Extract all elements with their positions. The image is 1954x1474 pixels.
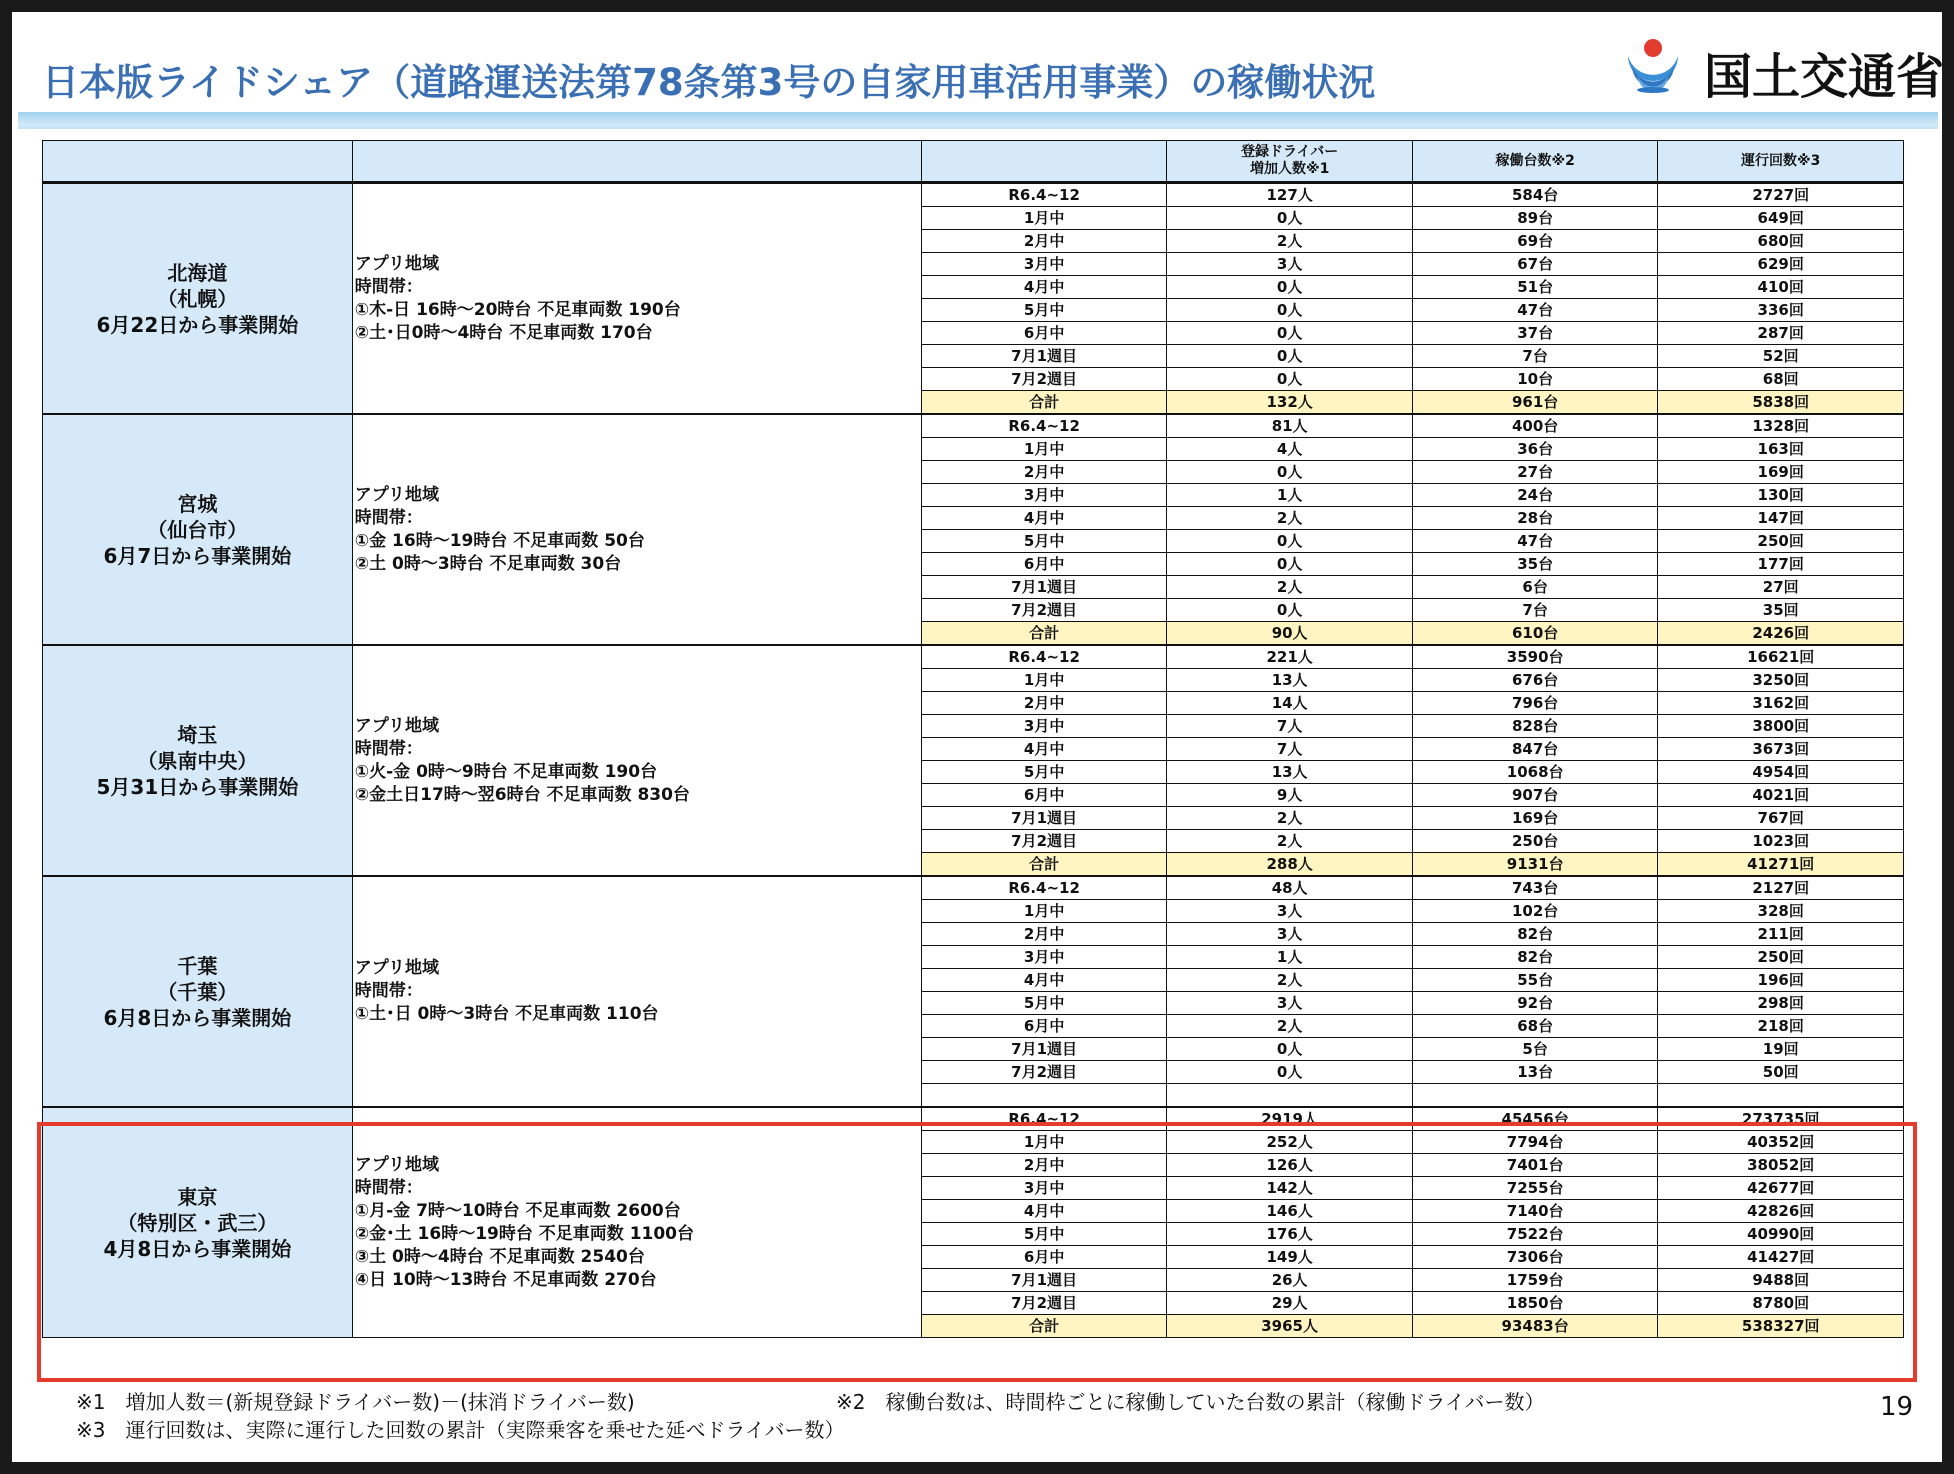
region-description	[352, 414, 921, 645]
title-band	[18, 112, 1938, 126]
vehicles-cell: 7401台	[1412, 1154, 1658, 1177]
trips-cell: 2727回	[1658, 183, 1904, 207]
region-group	[43, 414, 1904, 645]
trips-cell: 42826回	[1658, 1200, 1904, 1223]
vehicles-cell: 67台	[1412, 253, 1658, 276]
period-cell: 5月中	[921, 530, 1167, 553]
vehicles-cell: 10台	[1412, 368, 1658, 391]
trips-cell: 3162回	[1658, 692, 1904, 715]
region-area: （千葉）	[157, 979, 238, 1004]
ministry-emblem-icon	[1622, 34, 1684, 96]
trips-cell: 9488回	[1658, 1269, 1904, 1292]
drivers-cell: 3人	[1167, 900, 1413, 923]
trips-cell: 538327回	[1658, 1315, 1904, 1338]
period-cell: 6月中	[921, 1015, 1167, 1038]
region-area: （仙台市）	[147, 517, 248, 542]
drivers-cell: 13人	[1167, 761, 1413, 784]
period-cell: 1月中	[921, 1131, 1167, 1154]
drivers-cell: 252人	[1167, 1131, 1413, 1154]
region-group	[43, 876, 1904, 1107]
trips-cell: 218回	[1658, 1015, 1904, 1038]
drivers-cell: 2人	[1167, 807, 1413, 830]
period-cell: 6月中	[921, 322, 1167, 345]
trips-cell: 130回	[1658, 484, 1904, 507]
period-cell: 3月中	[921, 946, 1167, 969]
drivers-cell: 0人	[1167, 299, 1413, 322]
drivers-cell: 0人	[1167, 599, 1413, 622]
region-cell	[43, 876, 353, 1107]
region-cell	[43, 183, 353, 415]
header-region	[43, 141, 353, 183]
drivers-cell: 4人	[1167, 438, 1413, 461]
trips-cell: 196回	[1658, 969, 1904, 992]
region-cell	[43, 1107, 353, 1338]
vehicles-cell: 1068台	[1412, 761, 1658, 784]
drivers-cell: 146人	[1167, 1200, 1413, 1223]
vehicles-cell: 47台	[1412, 530, 1658, 553]
drivers-cell: 127人	[1167, 183, 1413, 207]
trips-cell: 328回	[1658, 900, 1904, 923]
period-cell: 1月中	[921, 207, 1167, 230]
vehicles-cell: 676台	[1412, 669, 1658, 692]
drivers-cell: 2人	[1167, 969, 1413, 992]
vehicles-cell: 102台	[1412, 900, 1658, 923]
region-start-date: 4月8日から事業開始	[103, 1236, 292, 1261]
period-cell: R6.4~12	[921, 183, 1167, 207]
trips-cell: 4954回	[1658, 761, 1904, 784]
period-cell: 7月1週目	[921, 1038, 1167, 1061]
trips-cell: 5838回	[1658, 391, 1904, 415]
period-cell: 4月中	[921, 507, 1167, 530]
period-cell: 3月中	[921, 253, 1167, 276]
period-cell: 5月中	[921, 1223, 1167, 1246]
vehicles-cell: 743台	[1412, 876, 1658, 900]
description-line: 時間帯：	[354, 276, 423, 297]
vehicles-cell: 47台	[1412, 299, 1658, 322]
vehicles-cell: 82台	[1412, 923, 1658, 946]
header-trips: 運行回数※3	[1658, 141, 1904, 183]
vehicles-cell: 400台	[1412, 414, 1658, 438]
drivers-cell: 176人	[1167, 1223, 1413, 1246]
vehicles-cell: 35台	[1412, 553, 1658, 576]
period-cell: 2月中	[921, 230, 1167, 253]
trips-cell: 16621回	[1658, 645, 1904, 669]
vehicles-cell: 24台	[1412, 484, 1658, 507]
period-cell: R6.4~12	[921, 414, 1167, 438]
drivers-cell: 221人	[1167, 645, 1413, 669]
vehicles-cell: 1759台	[1412, 1269, 1658, 1292]
period-cell: R6.4~12	[921, 876, 1167, 900]
vehicles-cell: 37台	[1412, 322, 1658, 345]
ministry-logo	[1622, 24, 1945, 105]
period-cell: 4月中	[921, 738, 1167, 761]
vehicles-cell: 92台	[1412, 992, 1658, 1015]
region-start-date: 6月8日から事業開始	[103, 1005, 292, 1030]
period-cell: 3月中	[921, 484, 1167, 507]
vehicles-cell: 250台	[1412, 830, 1658, 853]
vehicles-cell: 93483台	[1412, 1315, 1658, 1338]
description-line: 時間帯：	[354, 981, 423, 1001]
drivers-cell: 2人	[1167, 830, 1413, 853]
period-cell: 2月中	[921, 461, 1167, 484]
trips-cell: 298回	[1658, 992, 1904, 1015]
vehicles-cell: 1850台	[1412, 1292, 1658, 1315]
period-cell: 合計	[921, 391, 1167, 415]
trips-cell: 250回	[1658, 530, 1904, 553]
drivers-cell: 0人	[1167, 322, 1413, 345]
period-cell: 7月1週目	[921, 1269, 1167, 1292]
drivers-cell: 0人	[1167, 1061, 1413, 1084]
period-cell: 4月中	[921, 969, 1167, 992]
drivers-cell: 288人	[1167, 853, 1413, 877]
description-line: ③土 0時～4時台 不足車両数 2540台	[354, 1246, 645, 1267]
trips-cell: 767回	[1658, 807, 1904, 830]
drivers-cell: 9人	[1167, 784, 1413, 807]
trips-cell: 147回	[1658, 507, 1904, 530]
description-line: 時間帯：	[354, 738, 423, 759]
vehicles-cell: 45456台	[1412, 1107, 1658, 1131]
drivers-cell: 14人	[1167, 692, 1413, 715]
period-cell: 1月中	[921, 669, 1167, 692]
region-area: （特別区・武三）	[117, 1210, 278, 1235]
period-cell: 6月中	[921, 1246, 1167, 1269]
drivers-cell: 132人	[1167, 391, 1413, 415]
trips-cell: 68回	[1658, 368, 1904, 391]
drivers-cell: 126人	[1167, 1154, 1413, 1177]
period-cell: 2月中	[921, 923, 1167, 946]
ride-share-status-table	[42, 140, 1904, 1338]
vehicles-cell: 82台	[1412, 946, 1658, 969]
trips-cell: 52回	[1658, 345, 1904, 368]
drivers-cell: 0人	[1167, 530, 1413, 553]
region-start-date: 6月7日から事業開始	[103, 543, 292, 568]
title-band-line	[18, 126, 1938, 129]
trips-cell: 38052回	[1658, 1154, 1904, 1177]
footnote-3: ※3 運行回数は、実際に運行した回数の累計（実際乗客を乗せた延べドライバー数）	[76, 1418, 845, 1442]
vehicles-cell: 13台	[1412, 1061, 1658, 1084]
drivers-cell: 13人	[1167, 669, 1413, 692]
header-desc	[352, 141, 921, 183]
region-description	[352, 645, 921, 876]
period-cell: 7月1週目	[921, 807, 1167, 830]
trips-cell: 273735回	[1658, 1107, 1904, 1131]
vehicles-cell: 961台	[1412, 391, 1658, 415]
period-cell: 7月1週目	[921, 576, 1167, 599]
description-line: 時間帯：	[354, 507, 423, 528]
period-cell: 合計	[921, 622, 1167, 646]
vehicles-cell: 828台	[1412, 715, 1658, 738]
trips-cell: 2426回	[1658, 622, 1904, 646]
vehicles-cell: 36台	[1412, 438, 1658, 461]
vehicles-cell: 89台	[1412, 207, 1658, 230]
vehicles-cell: 796台	[1412, 692, 1658, 715]
period-cell: 2月中	[921, 692, 1167, 715]
drivers-cell: 3人	[1167, 923, 1413, 946]
period-cell: 3月中	[921, 1177, 1167, 1200]
region-group	[43, 645, 1904, 876]
trips-cell: 169回	[1658, 461, 1904, 484]
drivers-cell: 1人	[1167, 484, 1413, 507]
trips-cell: 42677回	[1658, 1177, 1904, 1200]
vehicles-cell: 847台	[1412, 738, 1658, 761]
ministry-name: 国土交通省	[1704, 49, 1945, 105]
drivers-cell: 3人	[1167, 253, 1413, 276]
drivers-cell: 48人	[1167, 876, 1413, 900]
trips-cell: 35回	[1658, 599, 1904, 622]
period-cell: 1月中	[921, 900, 1167, 923]
region-cell	[43, 414, 353, 645]
region-area: （県南中央）	[137, 748, 258, 773]
drivers-cell: 7人	[1167, 715, 1413, 738]
description-line: ②土 0時～3時台 不足車両数 30台	[354, 553, 622, 574]
period-cell: R6.4~12	[921, 645, 1167, 669]
region-name: 東京	[177, 1184, 218, 1209]
description-line: アプリ地域	[354, 484, 440, 505]
trips-cell: 50回	[1658, 1061, 1904, 1084]
drivers-cell: 26人	[1167, 1269, 1413, 1292]
description-line: ①木-日 16時～20時台 不足車両数 190台	[354, 299, 681, 320]
vehicles-cell: 27台	[1412, 461, 1658, 484]
table-row	[43, 645, 1904, 669]
drivers-cell: 0人	[1167, 368, 1413, 391]
description-line: アプリ地域	[354, 1154, 440, 1175]
trips-cell: 4021回	[1658, 784, 1904, 807]
trips-cell: 3673回	[1658, 738, 1904, 761]
period-cell: 合計	[921, 1315, 1167, 1338]
drivers-cell: 2人	[1167, 230, 1413, 253]
vehicles-cell: 169台	[1412, 807, 1658, 830]
period-cell: 1月中	[921, 438, 1167, 461]
vehicles-cell: 610台	[1412, 622, 1658, 646]
description-line: アプリ地域	[354, 958, 440, 978]
drivers-cell: 0人	[1167, 276, 1413, 299]
description-line: アプリ地域	[354, 253, 440, 274]
period-cell: 5月中	[921, 299, 1167, 322]
period-cell: 7月2週目	[921, 368, 1167, 391]
trips-cell: 41427回	[1658, 1246, 1904, 1269]
drivers-cell: 81人	[1167, 414, 1413, 438]
trips-cell	[1658, 1084, 1904, 1108]
vehicles-cell: 3590台	[1412, 645, 1658, 669]
vehicles-cell: 907台	[1412, 784, 1658, 807]
table-row	[43, 183, 1904, 207]
trips-cell: 1328回	[1658, 414, 1904, 438]
period-cell: 6月中	[921, 553, 1167, 576]
trips-cell: 211回	[1658, 923, 1904, 946]
trips-cell: 27回	[1658, 576, 1904, 599]
description-line: 時間帯：	[354, 1177, 423, 1198]
table-row	[43, 876, 1904, 900]
vehicles-cell: 68台	[1412, 1015, 1658, 1038]
region-name: 千葉	[177, 953, 218, 978]
period-cell: 7月2週目	[921, 830, 1167, 853]
drivers-cell: 2人	[1167, 507, 1413, 530]
region-description	[352, 183, 921, 415]
drivers-cell: 2919人	[1167, 1107, 1413, 1131]
trips-cell: 287回	[1658, 322, 1904, 345]
header-drivers	[1167, 141, 1413, 183]
table-header	[43, 141, 1904, 183]
trips-cell: 410回	[1658, 276, 1904, 299]
region-description	[352, 876, 921, 1107]
trips-cell: 336回	[1658, 299, 1904, 322]
description-line: ①火-金 0時～9時台 不足車両数 190台	[354, 761, 658, 782]
vehicles-cell: 7140台	[1412, 1200, 1658, 1223]
drivers-cell: 3965人	[1167, 1315, 1413, 1338]
trips-cell: 1023回	[1658, 830, 1904, 853]
trips-cell: 40990回	[1658, 1223, 1904, 1246]
drivers-cell: 29人	[1167, 1292, 1413, 1315]
vehicles-cell: 7台	[1412, 599, 1658, 622]
drivers-cell: 2人	[1167, 576, 1413, 599]
drivers-cell: 0人	[1167, 207, 1413, 230]
period-cell: 2月中	[921, 1154, 1167, 1177]
vehicles-cell: 7台	[1412, 345, 1658, 368]
vehicles-cell: 7255台	[1412, 1177, 1658, 1200]
region-name: 埼玉	[177, 722, 218, 747]
vehicles-cell: 9131台	[1412, 853, 1658, 877]
vehicles-cell: 6台	[1412, 576, 1658, 599]
trips-cell: 3250回	[1658, 669, 1904, 692]
trips-cell: 40352回	[1658, 1131, 1904, 1154]
region-start-date: 5月31日から事業開始	[96, 774, 299, 799]
period-cell: 5月中	[921, 761, 1167, 784]
vehicles-cell: 5台	[1412, 1038, 1658, 1061]
region-name: 北海道	[167, 260, 228, 285]
drivers-cell: 0人	[1167, 461, 1413, 484]
period-cell	[921, 1084, 1167, 1108]
drivers-cell: 2人	[1167, 1015, 1413, 1038]
page-title: 日本版ライドシェア（道路運送法第78条第3号の自家用車活用事業）の稼働状況	[42, 61, 1376, 104]
table-row	[43, 414, 1904, 438]
vehicles-cell: 51台	[1412, 276, 1658, 299]
vehicles-cell: 7794台	[1412, 1131, 1658, 1154]
table-row	[43, 1107, 1904, 1131]
region-name: 宮城	[177, 491, 218, 516]
drivers-cell: 90人	[1167, 622, 1413, 646]
period-cell: 5月中	[921, 992, 1167, 1015]
trips-cell: 41271回	[1658, 853, 1904, 877]
period-cell: 7月2週目	[921, 599, 1167, 622]
description-line: ②金･土 16時～19時台 不足車両数 1100台	[354, 1223, 695, 1244]
region-description	[352, 1107, 921, 1338]
header-drivers-label: 登録ドライバー 増加人数※1	[1240, 144, 1339, 177]
vehicles-cell: 7522台	[1412, 1223, 1658, 1246]
trips-cell: 3800回	[1658, 715, 1904, 738]
drivers-cell: 0人	[1167, 1038, 1413, 1061]
drivers-cell: 0人	[1167, 553, 1413, 576]
period-cell: R6.4~12	[921, 1107, 1167, 1131]
drivers-cell: 0人	[1167, 345, 1413, 368]
vehicles-cell: 28台	[1412, 507, 1658, 530]
period-cell: 7月1週目	[921, 345, 1167, 368]
period-cell: 6月中	[921, 784, 1167, 807]
trips-cell: 177回	[1658, 553, 1904, 576]
drivers-cell: 149人	[1167, 1246, 1413, 1269]
trips-cell: 629回	[1658, 253, 1904, 276]
trips-cell: 163回	[1658, 438, 1904, 461]
footnote-2: ※2 稼働台数は、時間枠ごとに稼働していた台数の累計（稼働ドライバー数）	[836, 1390, 1545, 1414]
header-vehicles: 稼働台数※2	[1412, 141, 1658, 183]
trips-cell: 680回	[1658, 230, 1904, 253]
vehicles-cell: 55台	[1412, 969, 1658, 992]
period-cell: 4月中	[921, 276, 1167, 299]
header-period	[921, 141, 1167, 183]
description-line: ①金 16時～19時台 不足車両数 50台	[354, 530, 645, 551]
footnote-1: ※1 増加人数＝(新規登録ドライバー数)－(抹消ドライバー数)	[76, 1390, 635, 1414]
drivers-cell: 142人	[1167, 1177, 1413, 1200]
vehicles-cell	[1412, 1084, 1658, 1108]
period-cell: 4月中	[921, 1200, 1167, 1223]
trips-cell: 649回	[1658, 207, 1904, 230]
description-line: ④日 10時～13時台 不足車両数 270台	[354, 1269, 657, 1290]
drivers-cell: 7人	[1167, 738, 1413, 761]
description-line: ②金土日17時～翌6時台 不足車両数 830台	[354, 784, 690, 805]
trips-cell: 8780回	[1658, 1292, 1904, 1315]
trips-cell: 2127回	[1658, 876, 1904, 900]
description-line: ①月-金 7時～10時台 不足車両数 2600台	[354, 1200, 681, 1221]
trips-cell: 250回	[1658, 946, 1904, 969]
period-cell: 合計	[921, 853, 1167, 877]
period-cell: 3月中	[921, 715, 1167, 738]
period-cell: 7月2週目	[921, 1292, 1167, 1315]
description-line: ①土･日 0時～3時台 不足車両数 110台	[354, 1004, 659, 1024]
page-number: 19	[1880, 1392, 1914, 1422]
period-cell: 7月2週目	[921, 1061, 1167, 1084]
region-group	[43, 1107, 1904, 1338]
description-line: ②土･日0時～4時台 不足車両数 170台	[354, 322, 653, 343]
vehicles-cell: 69台	[1412, 230, 1658, 253]
description-line: アプリ地域	[354, 715, 440, 736]
drivers-cell: 1人	[1167, 946, 1413, 969]
region-area: （札幌）	[157, 286, 238, 311]
drivers-cell: 3人	[1167, 992, 1413, 1015]
drivers-cell	[1167, 1084, 1413, 1108]
region-group	[43, 183, 1904, 415]
vehicles-cell: 7306台	[1412, 1246, 1658, 1269]
region-cell	[43, 645, 353, 876]
vehicles-cell: 584台	[1412, 183, 1658, 207]
region-start-date: 6月22日から事業開始	[96, 312, 299, 337]
trips-cell: 19回	[1658, 1038, 1904, 1061]
